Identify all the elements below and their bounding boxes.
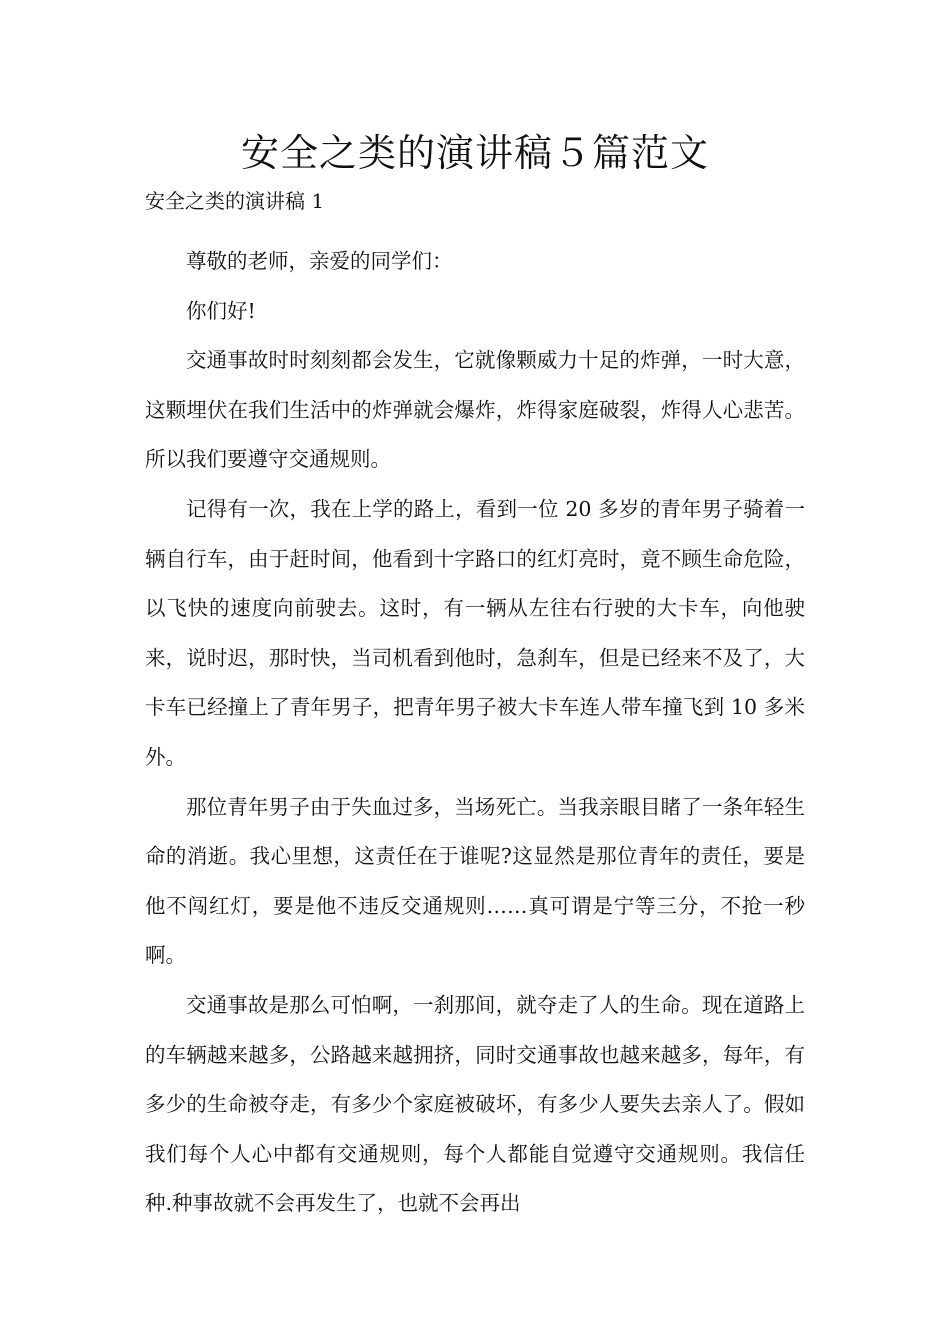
paragraph-3: 那位青年男子由于失血过多，当场死亡。当我亲眼目睹了一条年轻生命的消逝。我心里想，这责任在于谁呢?这显然是那位青年的责任，要是他不闯红灯，要是他不违反交通规则……真可谓是宁等三分，不抢一秒啊。	[145, 794, 805, 968]
document-title: 安全之类的演讲稿５篇范文	[240, 131, 709, 175]
paragraph-salutation: 尊敬的老师，亲爱的同学们：	[186, 249, 453, 273]
paragraph-greeting: 你们好!	[186, 298, 256, 323]
paragraph-1: 交通事故时时刻刻都会发生，它就像颗威力十足的炸弹，一时大意，这颗埋伏在我们生活中的炸弹就会爆炸，炸得家庭破裂，炸得人心悲苦。所以我们要遵守交通规则。	[145, 348, 805, 472]
paragraph-4: 交通事故是那么可怕啊，一刹那间，就夺走了人的生命。现在道路上的车辆越来越多，公路越来越拥挤，同时交通事故也越来越多，每年，有多少的生命被夺走，有多少个家庭被破坏，有多少人要失去亲人了。假如我们每个人心中都有交通规则，每个人都能自觉遵守交通规则。我信任种.种事故就不会再发生了，也就不会再出	[145, 992, 805, 1216]
document-body	[145, 237, 805, 1229]
paragraph-2: 记得有一次，我在上学的路上，看到一位 20 多岁的青年男子骑着一辆自行车，由于赶时间，他看到十字路口的红灯亮时，竟不顾生命危险，以飞快的速度向前驶去。这时，有一辆从左往右行驶的大卡车，向他驶来，说时迟，那时快，当司机看到他时，急刹车，但是已经来不及了，大卡车已经撞上了青年男子，把青年男子被大卡车连人带车撞飞到 10 多米外。	[145, 496, 805, 769]
section-heading: 安全之类的演讲稿 1	[145, 189, 325, 213]
